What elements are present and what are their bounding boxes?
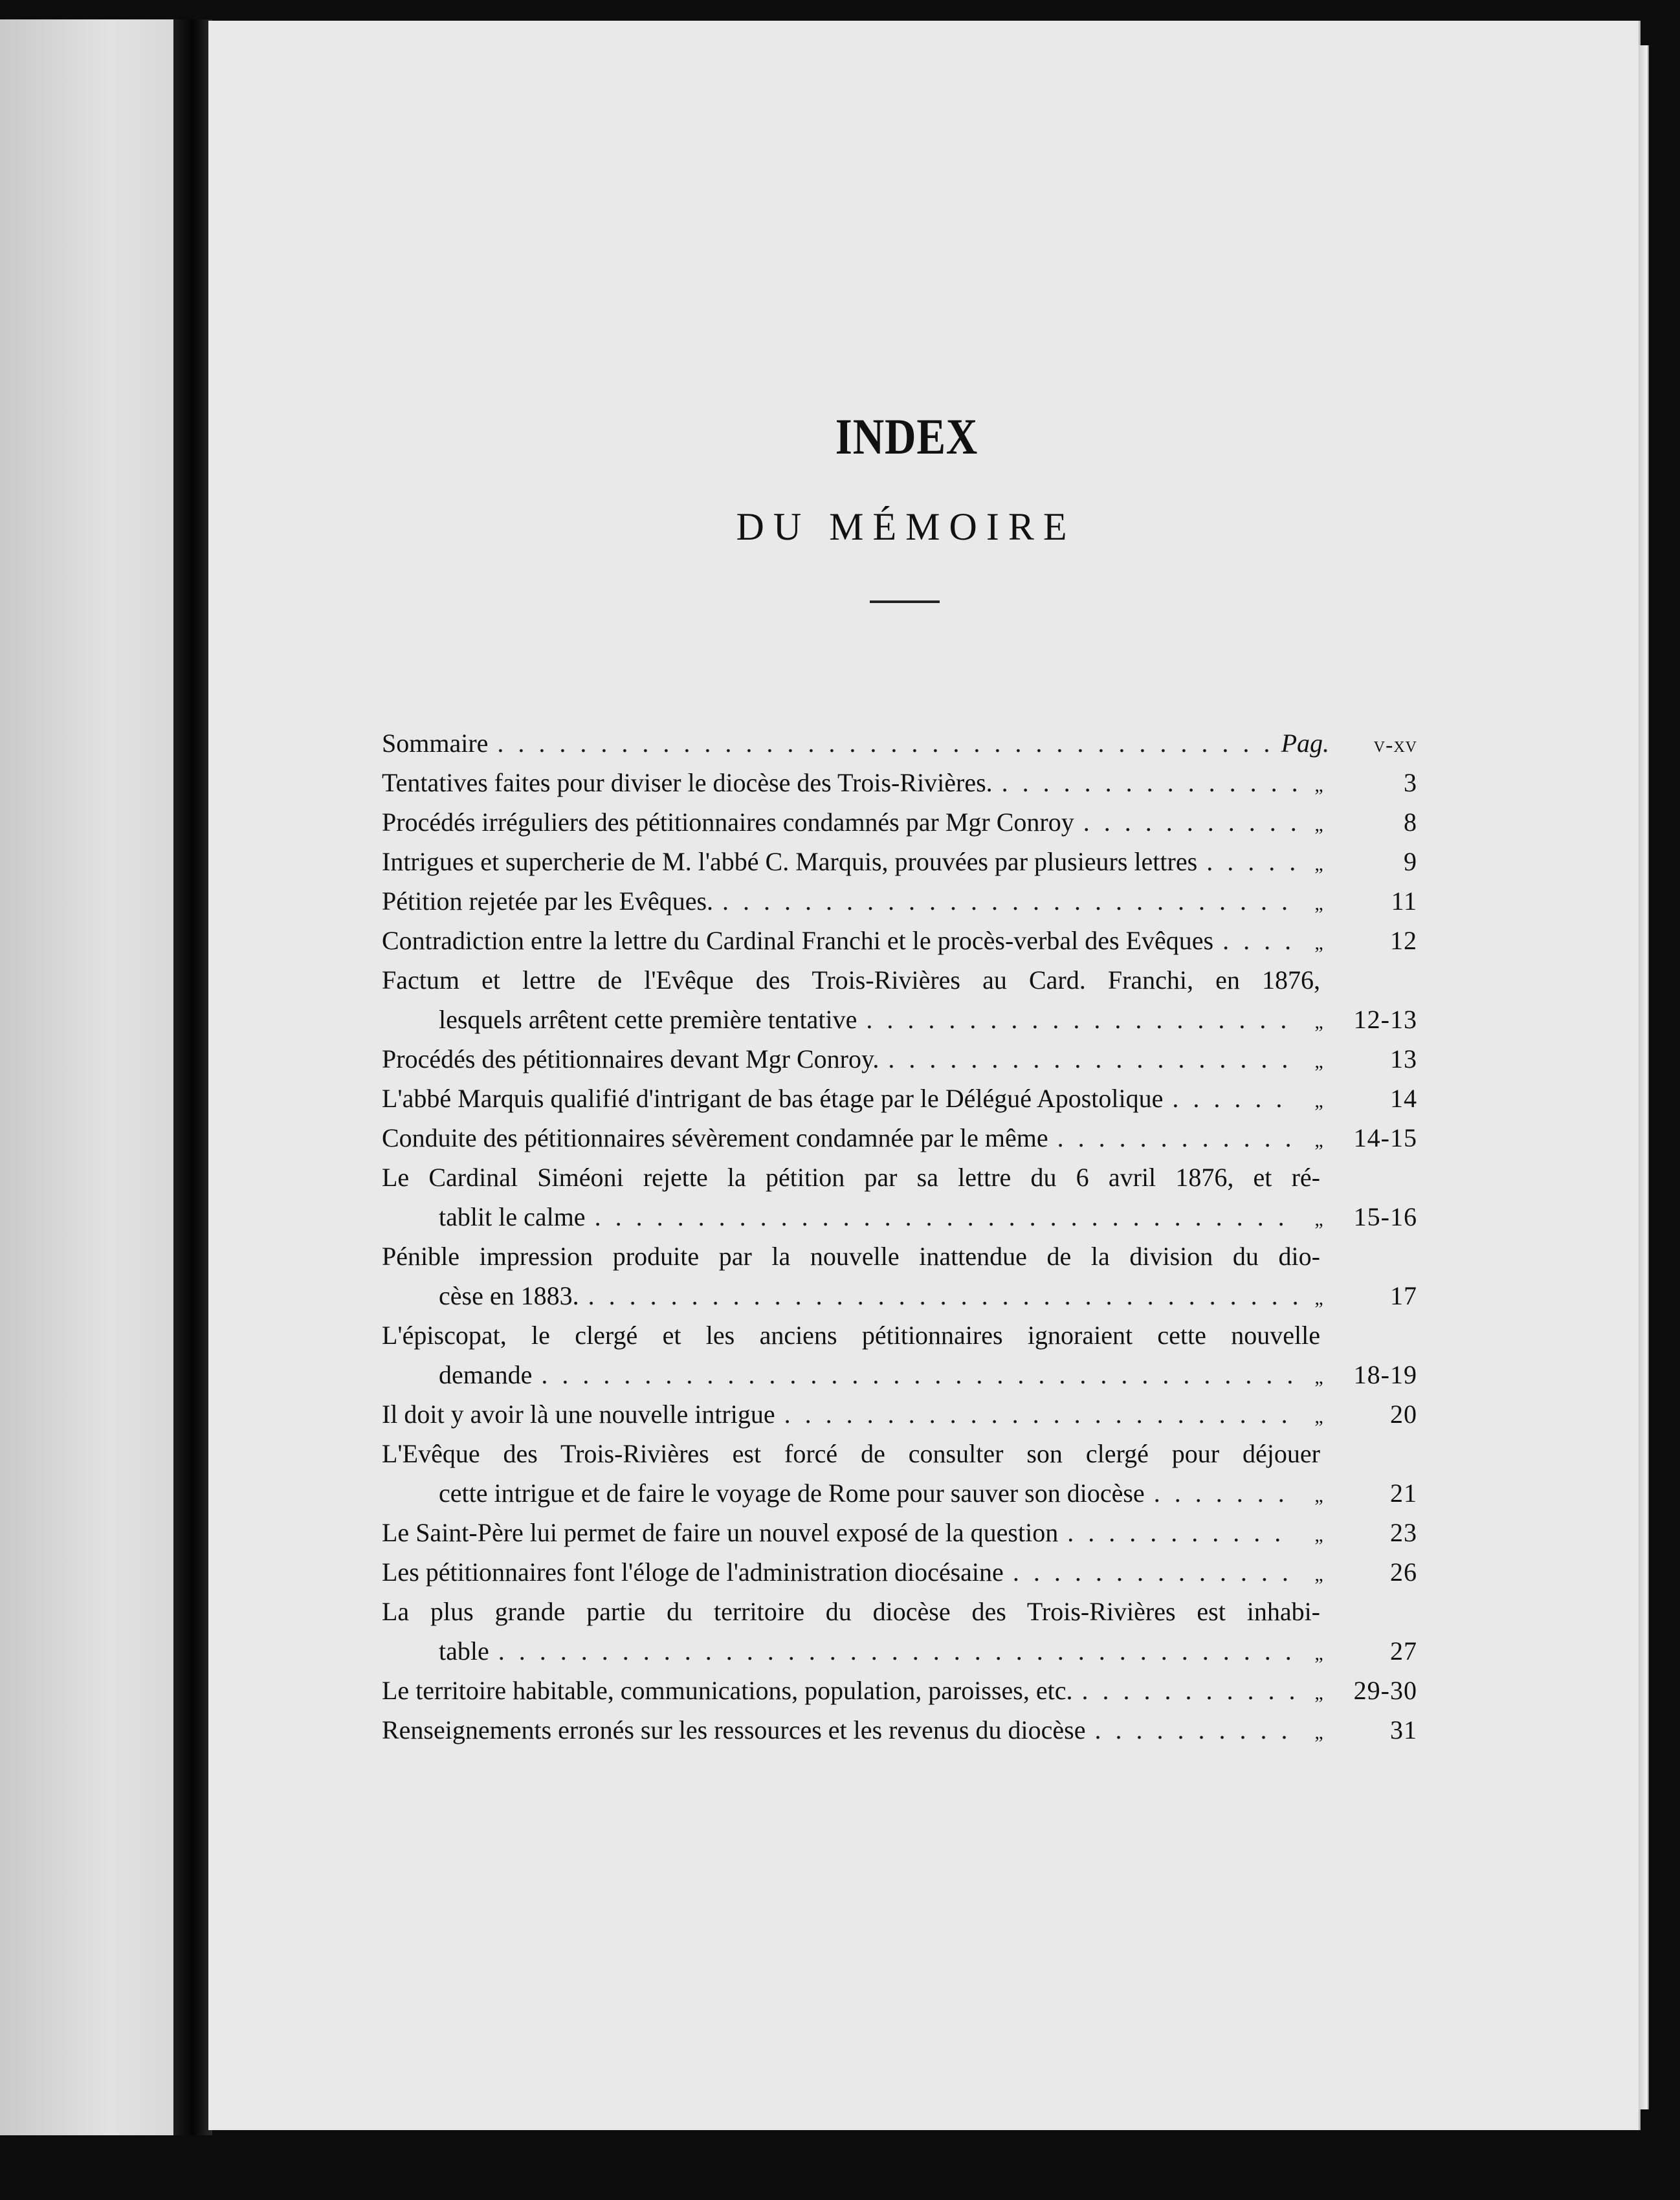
toc-line — [382, 1158, 1417, 1197]
toc-entry-text: Factum et lettre de l'Evêque des Trois-Rivières au Card. Franchi, en 1876, — [382, 965, 1320, 995]
ditto-mark: „ — [1314, 1130, 1323, 1151]
toc-line — [382, 1276, 1417, 1315]
toc-line — [382, 881, 1417, 921]
toc-line — [382, 1079, 1417, 1118]
toc-entry — [382, 1394, 1417, 1434]
toc-line — [382, 802, 1417, 842]
ditto-mark: „ — [1314, 1485, 1323, 1506]
toc-entry — [382, 1552, 1417, 1592]
toc-entry — [382, 921, 1417, 960]
page-number: 11 — [1391, 886, 1417, 916]
toc-entry-text: cèse en 1883. — [439, 1281, 579, 1310]
dot-leader — [498, 1631, 1297, 1671]
toc-entry — [382, 802, 1417, 842]
ditto-mark: „ — [1314, 775, 1323, 796]
toc-entry-text: tablit le calme — [439, 1202, 586, 1231]
toc-entry-text: Pénible impression produite par la nouvelle inattendue de la division du dio- — [382, 1242, 1320, 1271]
page-number: 13 — [1390, 1044, 1417, 1073]
page-number: 14 — [1390, 1084, 1417, 1113]
page-number: 29-30 — [1353, 1676, 1417, 1705]
ditto-mark: „ — [1314, 814, 1323, 835]
page-number: 9 — [1404, 847, 1417, 876]
toc-line — [382, 1434, 1417, 1473]
toc-entry-text: lesquels arrêtent cette première tentative — [439, 1005, 857, 1034]
toc-line — [382, 1552, 1417, 1592]
dot-leader — [722, 881, 1297, 921]
toc-line — [382, 763, 1417, 802]
dot-leader — [497, 723, 1273, 763]
toc-entry — [382, 842, 1417, 881]
toc-entry-text: Procédés irréguliers des pétitionnaires condamnés par Mgr Conroy — [382, 808, 1074, 837]
toc-line — [382, 723, 1417, 763]
toc-line — [382, 1513, 1417, 1552]
toc-entry — [382, 763, 1417, 802]
toc-entry-text: demande — [439, 1360, 533, 1389]
ditto-mark: „ — [1314, 1722, 1323, 1743]
ditto-mark: „ — [1314, 1209, 1323, 1230]
dot-leader — [1081, 1671, 1297, 1710]
ditto-mark: „ — [1314, 1643, 1323, 1664]
toc-entry-text: Il doit y avoir là une nouvelle intrigue — [382, 1400, 775, 1429]
dot-leader — [1172, 1079, 1297, 1118]
ditto-mark: „ — [1314, 1288, 1323, 1309]
toc-line — [382, 1710, 1417, 1750]
dot-leader — [784, 1394, 1297, 1434]
dot-leader — [1067, 1513, 1297, 1552]
ditto-mark: „ — [1314, 1051, 1323, 1072]
dot-leader — [1094, 1710, 1297, 1750]
toc-entry-text: Les pétitionnaires font l'éloge de l'administration diocésaine — [382, 1557, 1004, 1587]
toc-entry-text: Le Saint-Père lui permet de faire un nouvel exposé de la question — [382, 1518, 1059, 1547]
toc-line — [382, 1315, 1417, 1355]
toc-entry — [382, 1671, 1417, 1710]
toc-line — [382, 1039, 1417, 1079]
toc-line — [382, 921, 1417, 960]
dot-leader — [1002, 763, 1297, 802]
toc-entry-text: table — [439, 1636, 489, 1666]
toc-line — [382, 1118, 1417, 1158]
toc-entry-text: L'Evêque des Trois-Rivières est forcé de consulter son clergé pour déjouer — [382, 1439, 1320, 1468]
ditto-mark: „ — [1314, 1406, 1323, 1427]
page-number: 18-19 — [1353, 1360, 1417, 1389]
ditto-mark: „ — [1314, 1011, 1323, 1033]
toc-line — [382, 842, 1417, 881]
toc-entry-text: Pétition rejetée par les Evêques. — [382, 886, 714, 916]
page-edge — [1639, 45, 1649, 2109]
toc-entry — [382, 1710, 1417, 1750]
toc-line — [382, 1394, 1417, 1434]
page-number: 14-15 — [1353, 1123, 1417, 1152]
toc-line — [382, 1671, 1417, 1710]
page-number: 12 — [1390, 926, 1417, 955]
page-number: 15-16 — [1353, 1202, 1417, 1231]
dot-leader — [866, 1000, 1297, 1039]
toc-entry — [382, 1158, 1417, 1237]
toc-line — [382, 1000, 1417, 1039]
toc-entry — [382, 1592, 1417, 1671]
toc-entry-text: cette intrigue et de faire le voyage de Rome pour sauver son diocèse — [439, 1479, 1145, 1508]
toc-entry-text: Le Cardinal Siméoni rejette la pétition par sa lettre du 6 avril 1876, et ré- — [382, 1163, 1320, 1192]
toc-entry-text: Tentatives faites pour diviser le diocèse des Trois-Rivières. — [382, 768, 993, 797]
ditto-mark: „ — [1314, 1524, 1323, 1546]
dot-leader — [1083, 802, 1297, 842]
toc-entry — [382, 723, 1417, 763]
dot-leader — [1154, 1473, 1297, 1513]
toc-entry-text: L'abbé Marquis qualifié d'intrigant de bas étage par le Délégué Apostolique — [382, 1084, 1164, 1113]
ditto-mark: „ — [1314, 1090, 1323, 1112]
page-number: 20 — [1390, 1400, 1417, 1429]
dot-leader — [1206, 842, 1297, 881]
toc-entry-text: L'épiscopat, le clergé et les anciens pétitionnaires ignoraient cette nouvelle — [382, 1321, 1320, 1350]
toc-line — [382, 1631, 1417, 1671]
ditto-mark: „ — [1314, 1367, 1323, 1388]
ditto-mark: „ — [1314, 932, 1323, 954]
page-number: 21 — [1390, 1479, 1417, 1508]
dot-leader — [1013, 1552, 1297, 1592]
toc-entry — [382, 1513, 1417, 1552]
page-number: 26 — [1390, 1557, 1417, 1587]
title-rule — [870, 600, 940, 603]
toc-entry — [382, 960, 1417, 1039]
left-page — [0, 19, 184, 2135]
dot-leader — [1057, 1118, 1297, 1158]
toc-entry-text: Le territoire habitable, communications, population, paroisses, etc. — [382, 1676, 1073, 1705]
dot-leader — [541, 1355, 1297, 1394]
toc-line — [382, 1355, 1417, 1394]
page-number: 27 — [1390, 1636, 1417, 1666]
page-abbrev: Pag. — [1281, 729, 1329, 758]
toc-entry — [382, 1079, 1417, 1118]
page-number: 8 — [1404, 808, 1417, 837]
toc-line — [382, 1197, 1417, 1237]
toc-entry-text: La plus grande partie du territoire du diocèse des Trois-Rivières est inhabi- — [382, 1597, 1320, 1626]
dot-leader — [595, 1197, 1297, 1237]
toc-line — [382, 1237, 1417, 1276]
book-binding — [173, 19, 212, 2135]
toc-entry — [382, 881, 1417, 921]
toc-entry-text: Conduite des pétitionnaires sévèrement condamnée par le même — [382, 1123, 1048, 1152]
page-title: INDEX — [835, 408, 978, 465]
page-number: v-xv — [1373, 733, 1417, 757]
toc-entry-text: Renseignements erronés sur les ressources et les revenus du diocèse — [382, 1715, 1086, 1744]
toc-line — [382, 1592, 1417, 1631]
dot-leader — [888, 1039, 1297, 1079]
toc-entry-text: Procédés des pétitionnaires devant Mgr Conroy. — [382, 1044, 879, 1073]
toc-entry — [382, 1315, 1417, 1394]
table-of-contents — [382, 723, 1417, 1750]
toc-entry — [382, 1237, 1417, 1315]
toc-entry — [382, 1118, 1417, 1158]
page-subtitle: DU MÉMOIRE — [736, 505, 1076, 548]
page-number: 12-13 — [1353, 1005, 1417, 1034]
ditto-mark: „ — [1314, 1564, 1323, 1585]
dot-leader — [1222, 921, 1297, 960]
toc-entry-text: Sommaire — [382, 729, 489, 758]
toc-line — [382, 1473, 1417, 1513]
toc-entry — [382, 1434, 1417, 1513]
page-number: 3 — [1404, 768, 1417, 797]
page-number: 23 — [1390, 1518, 1417, 1547]
page-number: 17 — [1390, 1281, 1417, 1310]
ditto-mark: „ — [1314, 853, 1323, 875]
ditto-mark: „ — [1314, 893, 1323, 914]
dot-leader — [588, 1276, 1297, 1315]
toc-entry-text: Intrigues et supercherie de M. l'abbé C. Marquis, prouvées par plusieurs lettres — [382, 847, 1198, 876]
page-number: 31 — [1390, 1715, 1417, 1744]
toc-entry — [382, 1039, 1417, 1079]
ditto-mark: „ — [1314, 1682, 1323, 1704]
toc-line — [382, 960, 1417, 1000]
toc-entry-text: Contradiction entre la lettre du Cardinal Franchi et le procès-verbal des Evêques — [382, 926, 1214, 955]
